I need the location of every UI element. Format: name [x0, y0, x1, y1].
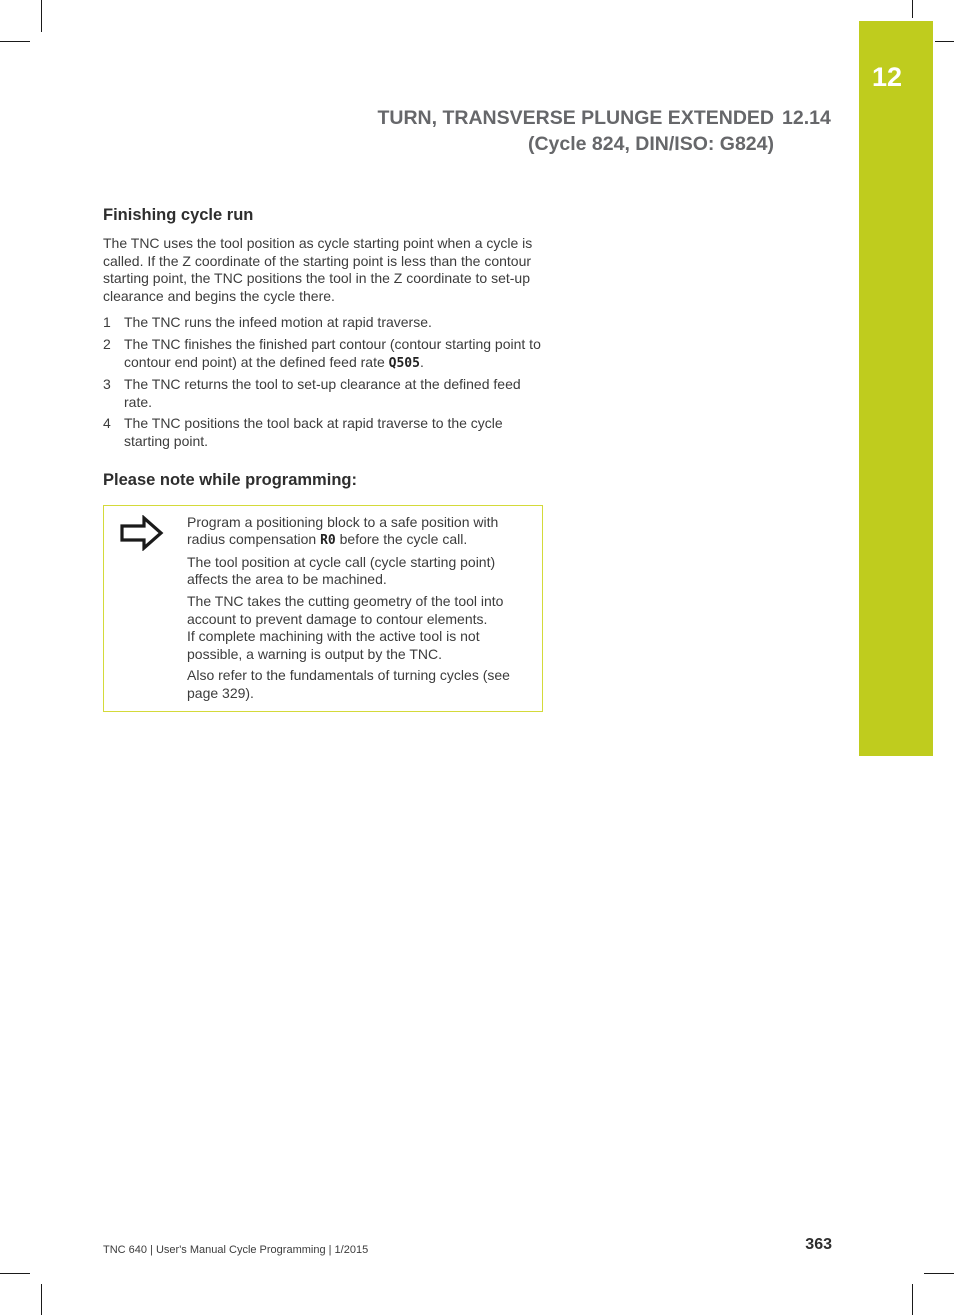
- note-paragraph: The tool position at cycle call (cycle starting point) affects the area to be machined.: [187, 553, 496, 588]
- arrow-right-icon: [120, 515, 164, 551]
- intro-paragraph: The TNC uses the tool position as cycle starting point when a cycle is called. If the Z coordinate of the starting point is less than the contour starting point, the TNC positions the tool in the Z coordinate to set-up clearance and begins the cycle there.: [103, 235, 533, 304]
- section-heading: Please note while programming:: [103, 470, 357, 489]
- note-box: [103, 505, 543, 712]
- crop-mark: [912, 0, 913, 18]
- step-number: 1: [103, 314, 111, 331]
- note-text: [187, 514, 532, 707]
- crop-mark: [0, 41, 30, 42]
- crop-mark: [912, 1284, 913, 1315]
- parameter-code: Q505: [388, 355, 420, 371]
- page-title-line: (Cycle 824, DIN/ISO: G824): [527, 133, 774, 155]
- parameter-code: R0: [320, 533, 336, 549]
- note-paragraph: The TNC takes the cutting geometry of the tool into account to prevent damage to contour elements.: [187, 592, 504, 627]
- list-item: [103, 336, 543, 372]
- step-text: The TNC returns the tool to set-up clearance at the defined feed rate.: [124, 376, 521, 410]
- list-item: [103, 314, 543, 332]
- step-text: The TNC runs the infeed motion at rapid traverse.: [124, 314, 432, 331]
- step-text: The TNC positions the tool back at rapid traverse to the cycle starting point.: [124, 415, 503, 449]
- step-text: The TNC finishes the finished part contour (contour starting point to contour end point) at the defined feed rate: [124, 335, 541, 370]
- note-text-fragment: before the cycle call.: [335, 531, 468, 548]
- note-paragraph: If complete machining with the active tool is not possible, a warning is output by the TNC.: [187, 628, 480, 662]
- crop-mark: [41, 0, 42, 32]
- section-heading: Finishing cycle run: [103, 206, 254, 224]
- note-text-fragment: Program a positioning block to a safe position with radius compensation: [187, 513, 499, 548]
- crop-mark: [0, 1273, 30, 1274]
- step-number: 2: [103, 335, 111, 352]
- page-title: [377, 105, 774, 157]
- crop-mark: [41, 1284, 42, 1315]
- step-number: 3: [103, 376, 111, 393]
- list-item: [103, 376, 543, 411]
- crop-mark: [935, 41, 954, 42]
- main-content: [103, 204, 543, 712]
- crop-mark: [924, 1273, 954, 1274]
- section-number: 12.14: [782, 107, 831, 129]
- page-number: 363: [805, 1236, 832, 1253]
- note-paragraph: Also refer to the fundamentals of turning cycles (see page 329).: [187, 667, 510, 701]
- step-list: [103, 314, 543, 450]
- divider: [186, 711, 542, 712]
- list-item: [103, 415, 543, 450]
- step-text: .: [419, 353, 424, 370]
- footer-text: TNC 640 | User's Manual Cycle Programming | 1/2015: [103, 1244, 369, 1256]
- chapter-tab: [859, 21, 933, 756]
- page-title-line: TURN, TRANSVERSE PLUNGE EXTENDED: [377, 107, 774, 129]
- chapter-number: 12: [871, 62, 903, 92]
- note-paragraph: [187, 514, 532, 550]
- step-number: 4: [103, 415, 111, 432]
